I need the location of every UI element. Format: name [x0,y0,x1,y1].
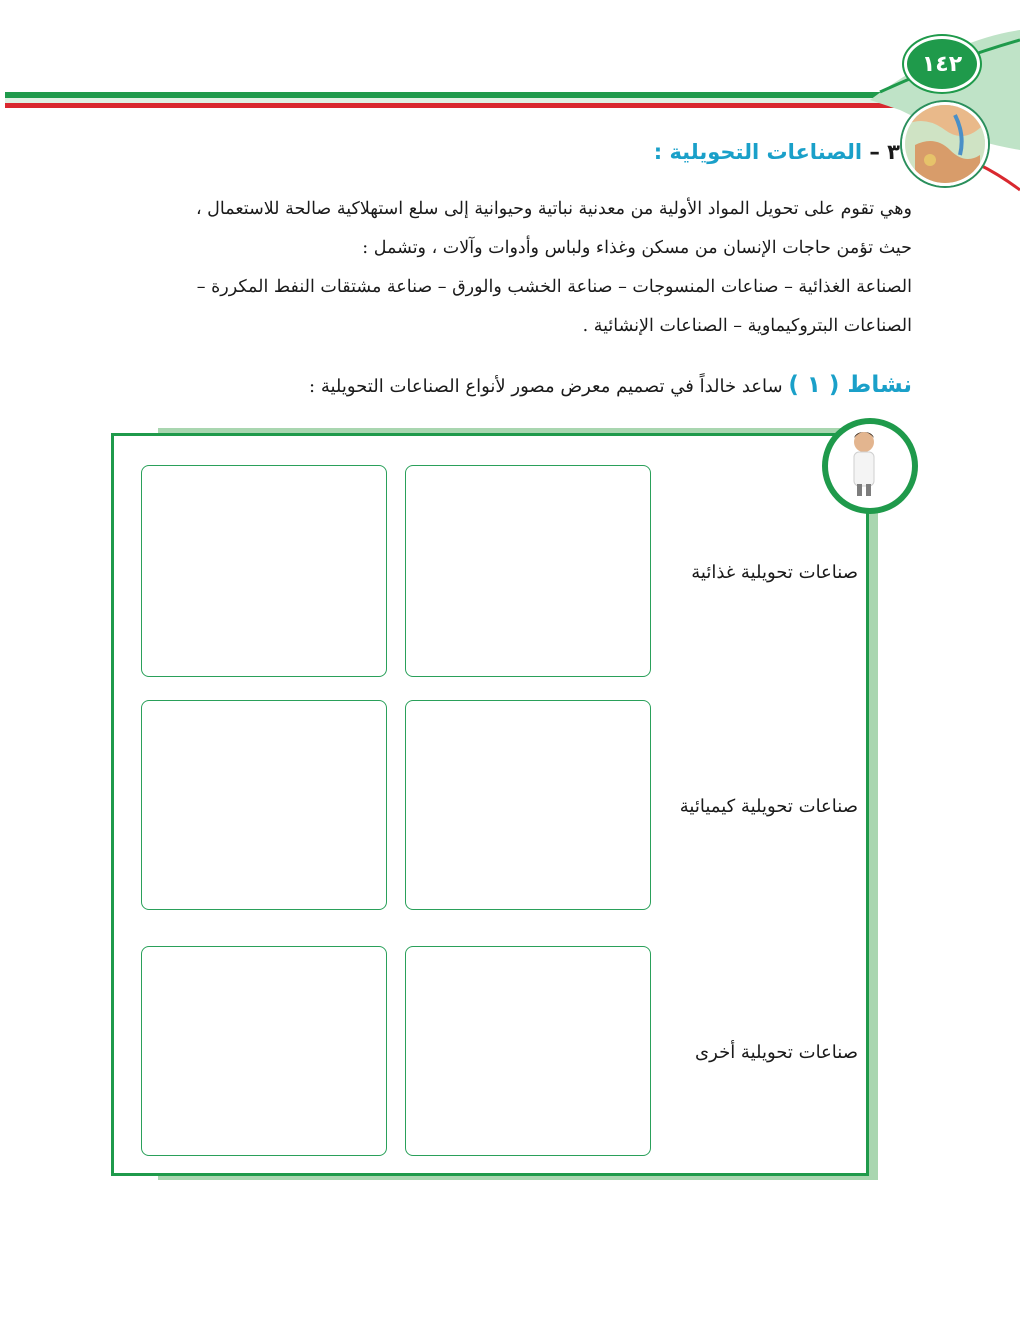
body-line: الصناعة الغذائية – صناعات المنسوجات – صناعة الخشب والورق – صناعة مشتقات النفط المكررة – [196,277,912,297]
image-slot[interactable] [141,700,387,910]
image-slot[interactable] [405,946,651,1156]
page-number: ١٤٢ [904,36,980,92]
activity-title: نشاط ( ١ ) [788,372,912,398]
section-number: ٣ – [869,140,900,164]
body-line: الصناعات البتروكيماوية – الصناعات الإنشائية . [582,316,912,336]
row-label-chemical: صناعات تحويلية كيميائية [679,796,858,817]
section-title: الصناعات التحويلية : [653,140,863,164]
section-heading [654,140,900,164]
image-slot[interactable] [141,465,387,677]
body-line: وهي تقوم على تحويل المواد الأولية من معدنية نباتية وحيوانية إلى سلع استهلاكية صالحة للاستعمال ، [195,199,912,219]
body-paragraph [100,190,912,346]
row-label-other: صناعات تحويلية أخرى [695,1042,858,1063]
image-slot[interactable] [405,465,651,677]
activity-instruction: ساعد خالداً في تصميم معرض مصور لأنواع الصناعات التحويلية : [309,376,783,397]
map-icon [905,105,985,183]
map-thumbnail [902,102,988,186]
activity-heading [309,372,912,398]
image-slot[interactable] [405,700,651,910]
image-slot[interactable] [141,946,387,1156]
body-line: حيث تؤمن حاجات الإنسان من مسكن وغذاء ولباس وأدوات وآلات ، وتشمل : [362,238,912,258]
row-label-food: صناعات تحويلية غذائية [691,562,858,583]
student-avatar [822,418,918,514]
boy-icon [828,424,900,496]
